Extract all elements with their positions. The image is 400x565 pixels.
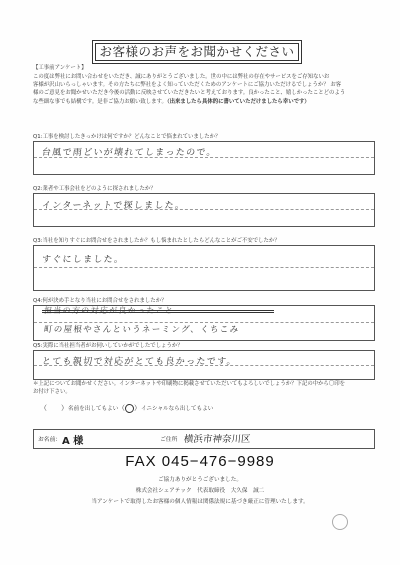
publish-consent [33, 380, 378, 396]
option-bracket: （ ） [118, 404, 141, 412]
intro-emphasis: （出来ましたら具体的に書いていただけましたら幸いです） [166, 98, 310, 105]
intro-line: この度は弊社にお問い合わせをいただき、誠にありがとうございました。世の中には弊社の存在やサービスをご存知ないお [33, 74, 330, 80]
option-name-ok[interactable] [40, 403, 118, 413]
thanks-text: ご協力ありがとうございました。 [158, 477, 242, 483]
section-label: 【工事前アンケート】 [33, 65, 87, 71]
address-value: 横浜市神奈川区 [183, 434, 251, 445]
answer-2-box [33, 193, 375, 227]
answer-1-box [33, 141, 375, 175]
name-label: お名前： [38, 437, 62, 443]
name-value: A 様 [62, 436, 84, 447]
strike-line [42, 312, 274, 313]
intro-line: 客様が沢山いらっしゃいます。その方たちに弊社をよく知っていただくためのアンケートにご協力いただけるでしょうか？ お客 [33, 82, 342, 89]
ruled-line [34, 267, 374, 268]
strike-line [42, 310, 274, 311]
intro-line-text: な些細な事でも結構です。是非ご協力お願い致します。 [33, 98, 167, 105]
option-bracket: （ ） [40, 404, 68, 412]
answer-3-box [33, 245, 375, 291]
company-text: 株式会社シェアテック 代表取締役 大久保 誠二 [135, 488, 265, 494]
stamp-mark [332, 514, 348, 530]
intro-line [33, 98, 373, 106]
question-5-label: Q5:実際に当社担当者がお伺いしていかがでしたでしょうか？ [33, 343, 183, 349]
address-label: ご住所 [160, 437, 178, 443]
answer-5-text: とても親切で対応がとても良かったです。 [41, 357, 238, 367]
option-label: 名前を出してもよい [68, 406, 119, 412]
privacy-text: 当アンケートで取得したお客様の個人情報は関係法規に基づき厳正に管理いたします。 [91, 499, 309, 505]
selected-circle-mark [125, 404, 134, 413]
question-1-label: Q1:工事を検討したきっかけは何ですか？どんなことで悩まれていましたか？ [33, 134, 221, 140]
answer-2-text: インターネットで探しました。 [41, 201, 186, 211]
option-initials-ok[interactable] [118, 403, 213, 413]
page-title: お客様のお声をお聞かせください [92, 40, 302, 64]
question-3-label: Q3:当社を知りすぐにお問合せをされましたか？もし悩まれたとしたらどんなことがご不安でしたか？ [33, 238, 280, 244]
intro-line: 様のご意見をお聞かせいただき今後の活動に反映させていただきたいと考えております。良かったこと、嬉しかったことどのよう [33, 90, 346, 97]
consent-line: ＊上記についてお聞かせください。インターネットや印刷物に掲載させていただいてもよろしいでしょうか？下記の中から〇印を [33, 381, 346, 387]
consent-line: お付け下さい。 [33, 389, 71, 396]
answer-1-text: 台風で雨どいが壊れてしまったので。 [41, 148, 218, 158]
answer-3-text: すぐにしました。 [41, 255, 125, 265]
question-4-label: Q4:何が決め手となり当社にお問合せをされましたか？ [33, 298, 167, 304]
question-2-label: Q2:業者や工事会社をどのように探されましたか？ [33, 186, 156, 192]
answer-5-box [33, 350, 375, 380]
intro-text [33, 73, 373, 106]
answer-4-text: 町の屋根やさんというネーミング、くちこみ [43, 325, 240, 335]
option-label: イニシャルなら出してもよい [141, 406, 214, 412]
customer-info-box [33, 429, 375, 449]
answer-4-box [33, 305, 375, 341]
fax-number: FAX 045−476−9989 [125, 453, 275, 470]
